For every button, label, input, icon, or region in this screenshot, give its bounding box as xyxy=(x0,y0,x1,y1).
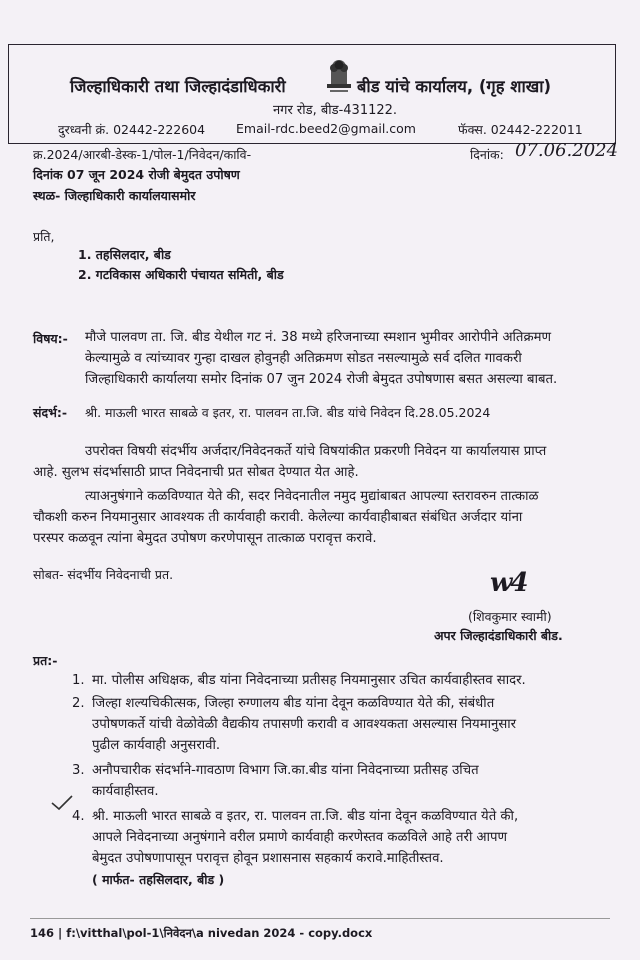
office-name-right: बीड यांचे कार्यालय, (गृह शाखा) xyxy=(357,77,552,96)
signature-mark: w4 xyxy=(490,568,527,598)
signatory-name: (शिवकुमार स्वामी) xyxy=(468,609,552,624)
copy-item: 2. जिल्हा शल्यचिकीत्सक, जिल्हा रुग्णालय बीड यांना देवून कळविण्यात येते की, संबंधीत उपोषणकर्ते यांची वेळोवेळी वैद्यकीय तपासणी करावी व आवश्यकता असल्यास नियमानुसार पुढील कार्यवाही अनुसरावी. xyxy=(72,696,517,753)
place-heading: स्थळ- जिल्हाधिकारी कार्यालयासमोर xyxy=(33,188,196,203)
copies-list xyxy=(72,670,617,888)
signatory-designation: अपर जिल्हादंडाधिकारी बीड. xyxy=(434,628,563,643)
footer-divider xyxy=(30,918,610,919)
office-address: नगर रोड, बीड-431122. xyxy=(272,103,398,118)
copy-item: 1. मा. पोलीस अधिक्षक, बीड यांना निवेदनाच्या प्रतीसह नियमानुसार उचित कार्यवाहीस्तव सादर. xyxy=(72,673,526,688)
national-emblem-icon xyxy=(322,54,356,96)
date-label: दिनांक: xyxy=(470,147,504,162)
subject-text: मौजे पालवण ता. जि. बीड येथील गट नं. 38 मध्ये हरिजनाच्या स्मशान भुमीवर आरोपीने अतिक्रमण केल्यामुळे व त्यांच्यावर गुन्हा दाखल होवुनही अतिक्रमण सोडत नसल्यामुळे सर्व दलित गावकरी जिल्हाधिकारी कार्यालया समोर दिनांक 07 जुन 2024 रोजी बेमुदत उपोषणास बसत असल्या बाबत. xyxy=(85,330,558,387)
copy-item: 3. अनौपचारीक संदर्भाने-गावठाण विभाग जि.का.बीड यांना निवेदनाच्या प्रतीसह उचित कार्यवाहीस्तव. xyxy=(72,763,479,799)
body-paragraph-2: त्याअनुषंगाने कळविण्यात येते की, सदर निवेदनातील नमुद मुद्यांबाबत आपल्या स्तरावरुन तात्काळ चौकशी करुन नियमानुसार आवश्यक ती कार्यवाही करावी. केलेल्या कार्यवाहीबाबत संबंधित अर्जदार यांना परस्पर कळवून त्यांना बेमुदत उपोषण करणेपासून तात्काळ परावृत्त करावे. xyxy=(33,489,539,546)
email-address: Email-rdc.beed2@gmail.com xyxy=(236,121,416,136)
enclosure-note: सोबत- संदर्भीय निवेदनाची प्रत. xyxy=(33,567,174,582)
reference-text: श्री. माऊली भारत साबळे व इतर, रा. पालवन ता.जि. बीड यांचे निवेदन दि.28.05.2024 xyxy=(85,405,491,420)
subject-heading: दिनांक 07 जून 2024 रोजी बेमुदत उपोषण xyxy=(33,167,240,182)
copy-item: 4. श्री. माऊली भारत साबळे व इतर, रा. पालवन ता.जि. बीड यांना देवून कळविण्यात येते की, आपले निवेदनाच्या अनुषंगाने वरील प्रमाणे कार्यवाही करणेस्तव कळविले आहे तरी आपण बेमुदत उपोषणापासून परावृत्त होवून प्रशासनास सहकार्य करावे.माहितीस्तव. xyxy=(72,809,519,866)
date-value: 07.06.2024 xyxy=(515,140,619,161)
reference-number: क्र.2024/आरबी-डेस्क-1/पोल-1/निवेदन/कावि- xyxy=(33,147,252,162)
to-item: 1. तहसिलदार, बीड xyxy=(78,247,171,262)
body-paragraph-1: उपरोक्त विषयी संदर्भीय अर्जदार/निवेदनकर्ते यांचे विषयांकीत प्रकरणी निवेदन या कार्यालयास प्राप्त आहे. सुलभ संदर्भासाठी प्राप्त निवेदनाची प्रत सोबत देण्यात येत आहे. xyxy=(33,444,547,480)
subject-label: विषय:- xyxy=(33,331,68,346)
to-item: 2. गटविकास अधिकारी पंचायत समिती, बीड xyxy=(78,267,284,282)
copies-label: प्रत:- xyxy=(33,653,58,668)
to-label: प्रति, xyxy=(33,229,55,244)
phone-number: दुरध्वनी क्रं. 02442-222604 xyxy=(58,122,206,137)
fax-number: फॅक्स. 02442-222011 xyxy=(458,122,583,137)
reference-label: संदर्भ:- xyxy=(33,405,68,420)
file-path-footer: 146 | f:\vitthal\pol-1\निवेदन\a nivedan 2024 - copy.docx xyxy=(30,926,373,940)
via-note: ( मार्फत- तहसिलदार, बीड ) xyxy=(92,872,225,887)
tick-mark-icon xyxy=(50,794,74,812)
office-name-left: जिल्हाधिकारी तथा जिल्हादंडाधिकारी xyxy=(70,77,286,96)
